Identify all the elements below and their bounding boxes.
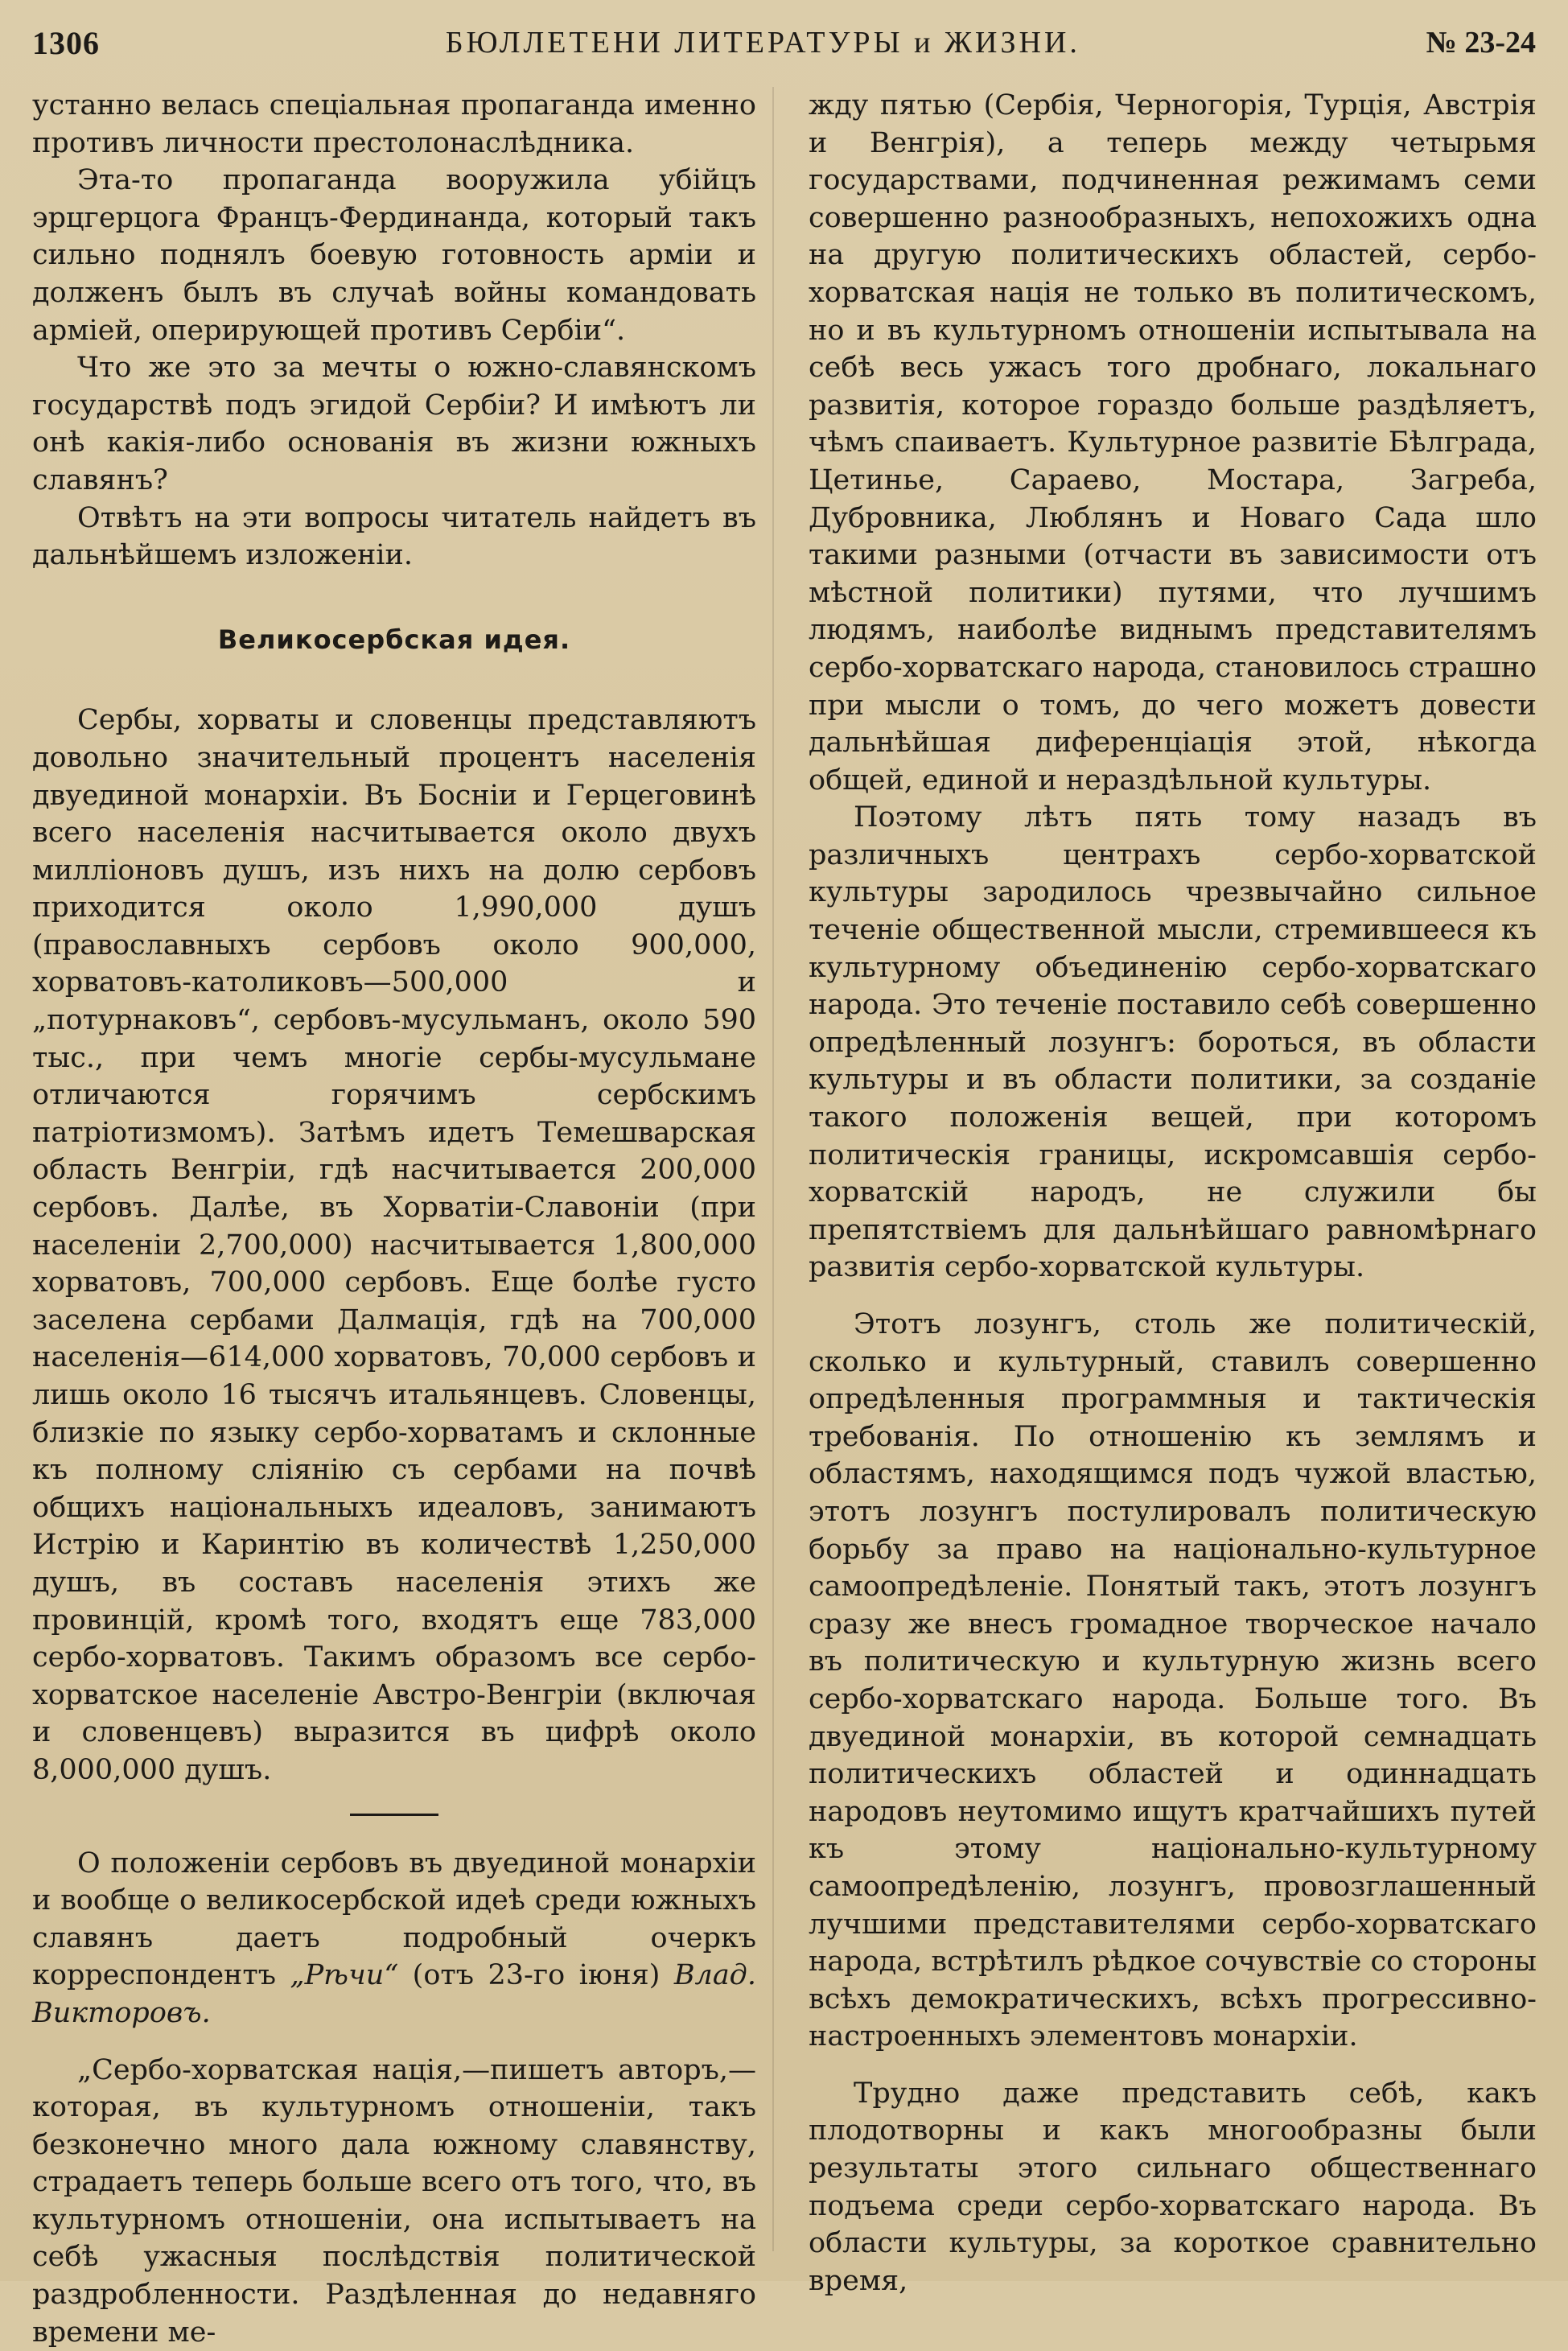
citation-date: (отъ 23-го іюня) — [398, 1959, 674, 1991]
article-body — [32, 87, 1537, 2259]
spacer — [809, 2056, 1537, 2075]
issue-number: № 23-24 — [1426, 25, 1536, 60]
author-name: Влад. Викторовъ. — [32, 1959, 756, 2029]
section-heading: Великосербская идея. — [32, 621, 756, 659]
paragraph: Поэтому лѣтъ пять тому назадъ въ различныхъ центрахъ сербо-хорватской культуры зародилось чрезвычайно сильное теченіе общественной мысли, стремившееся къ культурному объединенію сербо-хорватскаго народа. Это теченіе поставило себѣ совершенно опредѣленный лозунгъ: бороться, въ области культуры и въ области политики, за созданіе такого положенія вещей, при которомъ политическія границы, искромсавшія сербо-хорватскій народъ, не служили бы препятствіемъ для дальнѣйшаго равномѣрнаго развитія сербо-хорватской культуры. — [809, 799, 1537, 1287]
page-header — [32, 14, 1536, 71]
paragraph: жду пятью (Сербія, Черногорія, Турція, Австрія и Венгрія), а теперь между четырьмя государствами, подчиненная режимамъ семи совершенно разнообразныхъ, непохожихъ одна на другую политическихъ областей, сербо-хорватская нація не только въ политическомъ, но и въ культурномъ отношеніи испытывала на себѣ весь ужасъ того дробнаго, локальнаго развитія, которое гораздо больше раздѣляетъ, чѣмъ спаиваетъ. Культурное развитіе Бѣлграда, Цетинье, Сараево, Мостара, Загреба, Дубровника, Люблянъ и Новаго Сада шло такими разными (отчасти въ зависимости отъ мѣстной политики) путями, что лучшимъ людямъ, наиболѣе виднымъ представителямъ сербо-хорватскаго народа, становилось страшно при мысли о томъ, до чего можетъ довести дальнѣйшая диференціація этой, нѣкогда общей, единой и нераздѣльной культуры. — [809, 87, 1537, 799]
paragraph: Что же это за мечты о южно-славянскомъ государствѣ подъ эгидой Сербіи? И имѣютъ ли онѣ какія-либо основанія въ жизни южныхъ славянъ? — [32, 349, 756, 499]
paragraph-citation — [32, 1845, 756, 2032]
journal-title: БЮЛЛЕТЕНИ ЛИТЕРАТУРЫ и ЖИЗНИ. — [446, 25, 1080, 60]
page-number: 1306 — [32, 24, 100, 62]
paragraph: Отвѣтъ на эти вопросы читатель найдетъ въ дальнѣйшемъ изложеніи. — [32, 500, 756, 574]
paragraph: Трудно даже представить себѣ, какъ плодотворны и какъ многообразны были результаты этого сильнаго общественнаго подъема среди сербо-хорватскаго народа. Въ области культуры, за короткое сравнительно время, — [809, 2075, 1537, 2300]
paragraph: „Сербо-хорватская нація,—пишетъ авторъ,—которая, въ культурномъ отношеніи, такъ безконечно много дала южному славянству, страдаетъ теперь больше всего отъ того, что, въ культурномъ отношеніи, она испытываетъ на себѣ ужасныя послѣдствія политической раздробленности. Раздѣленная до недавняго времени ме- — [32, 2052, 756, 2351]
spacer — [32, 2032, 756, 2052]
newspaper-name: „Рѣчи“ — [290, 1959, 398, 1991]
spacer — [809, 1287, 1537, 1306]
citation-text: О положеніи сербовъ въ двуединой монархіи и вообще о великосербской идеѣ среди южныхъ славянъ даетъ подробный очеркъ корреспондентъ — [32, 1847, 756, 1992]
paragraph: Этотъ лозунгъ, столь же политическій, сколько и культурный, ставилъ совершенно опредѣленныя программныя и тактическія требованія. По отношенію къ землямъ и областямъ, находящимся подъ чужой властью, этотъ лозунгъ постулировалъ политическую борьбу за право на національно-культурное самоопредѣленіе. Понятый такъ, этотъ лозунгъ сразу же внесъ громадное творческое начало въ политическую и культурную жизнь всего сербо-хорватскаго народа. Больше того. Въ двуединой монархіи, въ которой семнадцать политическихъ областей и одиннадцать народовъ неутомимо ищутъ кратчайшихъ путей къ этому національно-культурному самоопредѣленію, лозунгъ, провозглашенный лучшими представителями сербо-хорватскаго народа, встрѣтилъ рѣдкое сочувствіе со стороны всѣхъ демократическихъ, всѣхъ прогрессивно-настроенныхъ элементовъ монархіи. — [809, 1306, 1537, 2056]
left-column — [32, 87, 756, 2259]
paragraph: Сербы, хорваты и словенцы представляютъ довольно значительный процентъ населенія двуединой монархіи. Въ Босніи и Герцеговинѣ всего населенія насчитывается около двухъ милліоновъ душъ, изъ нихъ на долю сербовъ приходится около 1,990,000 душъ (православныхъ сербовъ около 900,000, хорватовъ-католиковъ—500,000 и „потурнаковъ“, сербовъ-мусульманъ, около 590 тыс., при чемъ многіе сербы-мусульмане отличаются горячимъ сербскимъ патріотизмомъ). Затѣмъ идетъ Темешварская область Венгріи, гдѣ насчитывается 200,000 сербовъ. Далѣе, въ Хорватіи-Славоніи (при населеніи 2,700,000) насчитывается 1,800,000 хорватовъ, 700,000 сербовъ. Еще болѣе густо заселена сербами Далмація, гдѣ на 700,000 населенія—614,000 хорватовъ, 70,000 сербовъ и лишь около 16 тысячъ итальянцевъ. Словенцы, близкіе по языку сербо-хорватамъ и склонные къ полному слiянiю съ сербами на почвѣ общихъ національныхъ идеаловъ, занимаютъ Истрію и Каринтію въ количествѣ 1,250,000 душъ, въ составъ населенія этихъ же провинцій, кромѣ того, входятъ еще 783,000 сербо-хорватовъ. Такимъ образомъ все сербо-хорватское населеніе Австро-Венгріи (включая и словенцевъ) выразится въ цифрѣ около 8,000,000 душъ. — [32, 702, 756, 1789]
paragraph: устанно велась спеціальная пропаганда именно противъ личности престолонаслѣдника. — [32, 87, 756, 162]
paragraph: Эта-то пропаганда вооружила убійцъ эрцгерцога Францъ-Фердинанда, который такъ сильно поднялъ боевую готовность арміи и долженъ былъ въ случаѣ войны командовать арміей, оперирующей противъ Сербіи“. — [32, 162, 756, 349]
right-column — [809, 87, 1537, 2259]
section-separator — [350, 1814, 438, 1816]
